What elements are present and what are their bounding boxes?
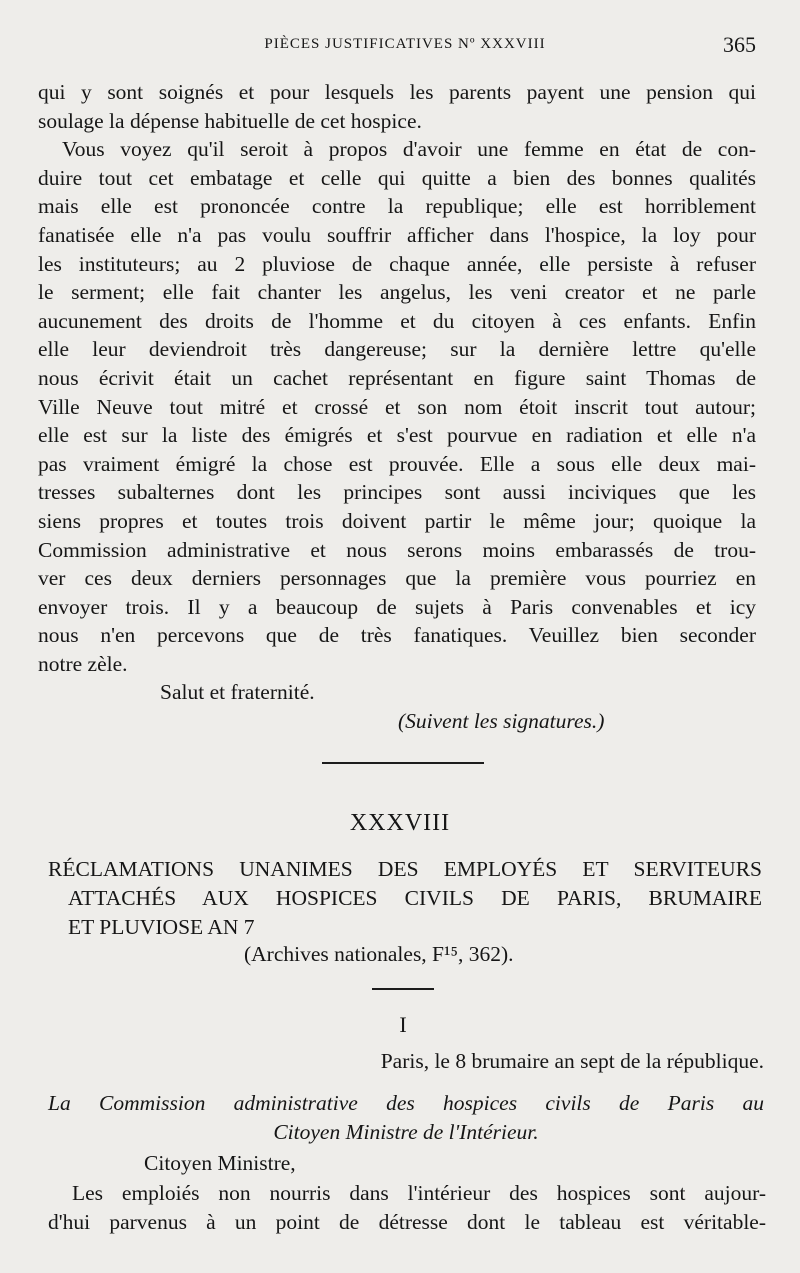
text-line: Ville Neuve tout mitré et crossé et son nom étoit inscrit tout autour;: [38, 394, 756, 419]
subsection-divider: [372, 988, 434, 990]
archive-source: (Archives nationales, F¹⁵, 362).: [244, 942, 514, 966]
text-line: pas vraiment émigré la chose est prouvée. Elle a sous elle deux mai-: [38, 451, 756, 476]
text-line: d'hui parvenus à un point de détresse dont le tableau est véritable-: [48, 1209, 766, 1234]
text-line: tresses subalternes dont les principes sont aussi inciviques que les: [38, 480, 756, 505]
page-number: 365: [723, 32, 756, 57]
text-line: nous n'en percevons que de très fanatiques. Veuillez bien seconder: [38, 623, 756, 648]
subsection-number: I: [399, 1012, 407, 1037]
main-text: [38, 78, 756, 736]
text-line: le serment; elle fait chanter les angelus, les veni creator et ne parle: [38, 280, 756, 305]
section-title-line: ET PLUVIOSE AN 7: [68, 915, 255, 939]
text-line: soulage la dépense habituelle de cet hospice.: [38, 108, 422, 133]
text-line: aucunement des droits de l'homme et du citoyen à ces enfants. Enfin: [38, 308, 756, 333]
text-line: les instituteurs; au 2 pluviose de chaque année, elle persiste à refuser: [38, 251, 756, 276]
section-number: XXXVIII: [349, 810, 451, 836]
text-line: ver ces deux derniers personnages que la première vous pourriez en: [38, 566, 756, 591]
text-line: duire tout cet embatage et celle qui quitte a bien des bonnes qualités: [38, 165, 756, 190]
section-divider: [322, 762, 484, 764]
section-title-line: ATTACHÉS AUX HOSPICES CIVILS DE PARIS, BRUMAIRE: [68, 886, 762, 910]
letter-heading-line: La Commission administrative des hospices civils de Paris au: [48, 1091, 764, 1115]
text-line: Commission administrative et nous serons moins embarassés de trou-: [38, 537, 756, 562]
text-line: elle est sur la liste des émigrés et s'est pourvue en radiation et elle n'a: [38, 423, 756, 448]
letter-heading-line: Citoyen Ministre de l'Intérieur.: [273, 1120, 539, 1144]
text-line: notre zèle.: [38, 651, 128, 676]
date-line: Paris, le 8 brumaire an sept de la république.: [380, 1049, 764, 1073]
text-line: fanatisée elle n'a pas voulu souffrir afficher dans l'hospice, la loy pour: [38, 222, 756, 247]
text-line: siens propres et toutes trois doivent partir le même jour; quoique la: [38, 508, 756, 533]
text-line: envoyer trois. Il y a beaucoup de sujets à Paris convenables et icy: [38, 594, 756, 619]
letter-heading: [48, 1089, 764, 1147]
text-line: elle leur deviendroit très dangereuse; sur la dernière lettre qu'elle: [38, 337, 756, 362]
letter-text: [48, 1179, 766, 1236]
text-line: qui y sont soignés et pour lesquels les parents payent une pension qui: [38, 80, 756, 104]
letter-salutation: Citoyen Ministre,: [144, 1151, 296, 1175]
text-line: Vous voyez qu'il seroit à propos d'avoir une femme en état de con-: [62, 137, 756, 162]
section-title-line: RÉCLAMATIONS UNANIMES DES EMPLOYÉS ET SERVITEURS: [48, 857, 762, 881]
signatures-note: (Suivent les signatures.): [398, 709, 605, 734]
running-head-title: PIÈCES JUSTIFICATIVES Nº XXXVIII: [264, 36, 546, 52]
closing-salutation: Salut et fraternité.: [160, 680, 315, 705]
section-title: [48, 855, 762, 942]
text-line: nous écrivit était un cachet représentant en figure saint Thomas de: [38, 365, 756, 390]
running-head: [0, 32, 800, 60]
text-line: Les emploiés non nourris dans l'intérieur des hospices sont aujour-: [72, 1181, 766, 1205]
text-line: mais elle est prononcée contre la republique; elle est horriblement: [38, 194, 756, 219]
